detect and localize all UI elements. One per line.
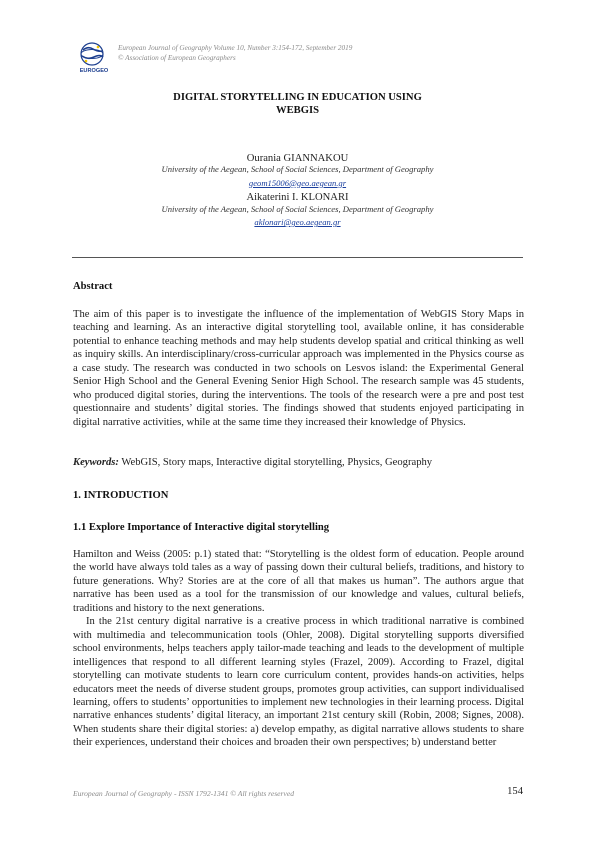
abstract-text: The aim of this paper is to investigate the influence of the implementation of WebGIS Story Maps in teaching and learning. As an interactive digital storytelling tool, available online, it has considerable potential to enhance teaching methods and may help students develop spatial and critical thinking as well as inquiry skills. An interdisciplinary/cross-curricular approach was implemented in the Physics course as a case study. The research was conducted in two schools on Lesvos island: the Experimental General Senior High School and the General Evening Senior High School. The research sample was 45 students, who produced digital stories, during the interventions. The tools of the research were a pre and post test questionnaire and students’ digital stories. The findings showed that students enjoyed participating in digital narrative activities, while at the same time they increased their knowledge of Physics.	[73, 309, 524, 428]
paragraph: In the 21st century digital narrative is a creative process in which traditional narrative is combined with multimedia and telecommunication tools (Ohler, 2008). Digital storytelling supports diversified school environments, helps teachers apply tailor-made teaching and leads to the development of multiple intelligences that respond to all different learning styles (Frazel, 2009). According to Frazel, digital storytelling can motivate students to learn core curriculum content, provides hands-on activities, helps educators meet the needs of diverse student groups, promotes group activities, can support individualised learning, offers to students’ opportunities to implement new technologies in their learning process. Digital narrative enhances students’ digital literacy, an important 21st century skill (Robin, 2008; Signes, 2008). When students share their digital stories: a) develop empathy, as digital narrative allows students to share their experiences, understand their choices and broaden their own perspectives; b) understand better	[73, 616, 524, 749]
title-line-2: WEBGIS	[276, 105, 319, 116]
subsection-heading: 1.1 Explore Importance of Interactive digital storytelling	[73, 522, 330, 533]
logo-text: EUROGEO	[79, 68, 109, 74]
paper-title	[72, 91, 523, 117]
author-affiliation: University of the Aegean, School of Social Sciences, Department of Geography	[161, 164, 434, 175]
footer-text: European Journal of Geography - ISSN 1792-1341 © All rights reserved	[73, 789, 295, 798]
section-divider	[72, 257, 523, 258]
author-affiliation: University of the Aegean, School of Social Sciences, Department of Geography	[161, 203, 434, 214]
author-name: Aikaterini I. KLONARI	[246, 192, 349, 204]
eurogeo-logo	[74, 40, 114, 74]
title-line-1: DIGITAL STORYTELLING IN EDUCATION USING	[173, 92, 422, 103]
abstract-heading: Abstract	[73, 281, 113, 292]
journal-line: European Journal of Geography Volume 10, Number 3:154-172, September 2019	[118, 44, 353, 52]
section-body	[73, 548, 524, 750]
paragraph: Hamilton and Weiss (2005: p.1) stated that: “Storytelling is the oldest form of education. People around the world have always told tales as a way of passing down their cultural beliefs, traditions, and history to future generations. Why? Stories are at the core of all that makes us human”. The authors argue that narrative has been used as a tool for the transmission of our knowledge and values, cultural beliefs, traditions and history to the next generations.	[73, 549, 524, 614]
author-name: Ourania GIANNAKOU	[246, 153, 349, 164]
author-email-link[interactable]: aklonari@geo.aegean.gr	[254, 217, 341, 228]
abstract-body	[73, 308, 524, 429]
copyright-line: © Association of European Geographers	[118, 53, 236, 62]
running-header	[118, 44, 352, 63]
author-block	[72, 153, 523, 228]
keywords-label: Keywords:	[73, 457, 119, 468]
page-number: 154	[507, 786, 523, 797]
author-email-link[interactable]: geom15006@geo.aegean.gr	[248, 177, 347, 188]
keywords	[73, 457, 432, 468]
keywords-text: WebGIS, Story maps, Interactive digital storytelling, Physics, Geography	[118, 457, 433, 468]
section-heading: 1. INTRODUCTION	[73, 490, 169, 501]
